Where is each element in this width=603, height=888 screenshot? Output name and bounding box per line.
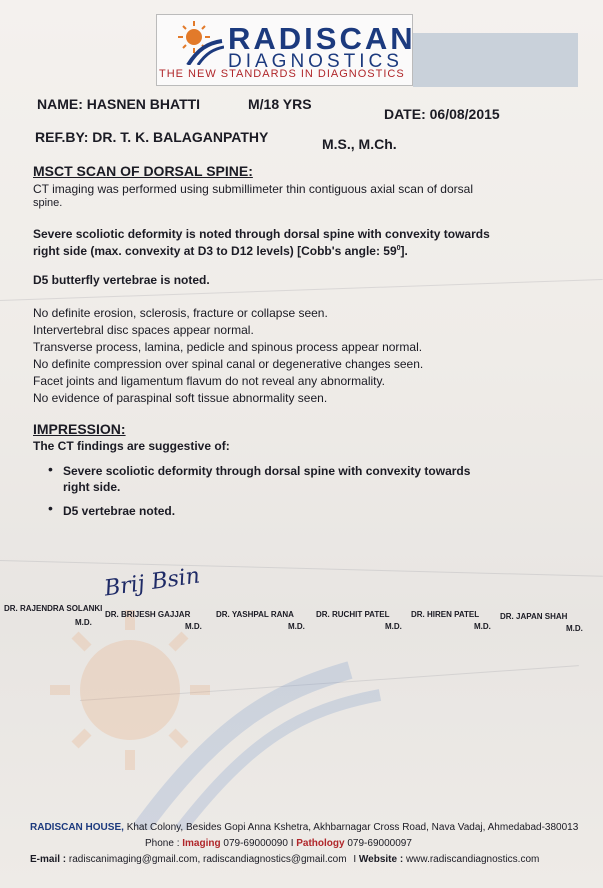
footer-house-label: RADISCAN HOUSE, (30, 822, 124, 833)
paper-crease (0, 560, 603, 577)
footer-email-values[interactable]: radiscanimaging@gmail.com, radiscandiagnostics@gmail.com (68, 854, 347, 865)
footer-email-label: E-mail : (30, 854, 67, 865)
footer-address: Khat Colony, Besides Gopi Anna Kshetra, Akhbarnagar Cross Road, Nava Vadaj, Ahmedabad-380013 (126, 822, 579, 833)
doctor-name: DR. HIREN PATEL (411, 610, 480, 619)
finding-1-line-2 (33, 244, 408, 258)
referrer-degree: M.S., M.Ch. (322, 136, 397, 152)
normal-finding: Transverse process, lamina, pedicle and spinous process appear normal. (33, 340, 423, 354)
doctor-degree: M.D. (474, 622, 491, 631)
footer-separator: I (353, 854, 357, 865)
footer-website-label: Website : (358, 854, 404, 865)
header-shade (413, 33, 578, 87)
watermark-logo-icon (20, 600, 440, 830)
footer-phone-prefix: Phone : (145, 838, 180, 849)
footer-imaging-phone: 079-69000090 (223, 838, 288, 849)
patient-age-sex: M/18 YRS (248, 96, 312, 112)
normal-finding: No definite erosion, sclerosis, fracture or collapse seen. (33, 306, 328, 320)
doctor-name: DR. RAJENDRA SOLANKI (4, 604, 103, 613)
patient-name: NAME: HASNEN BHATTI (37, 96, 201, 112)
brand-name: RADISCAN (228, 21, 416, 56)
brand-tagline: THE NEW STANDARDS IN DIAGNOSTICS (159, 68, 405, 80)
letterhead-logo (156, 14, 416, 86)
brand-subtitle: DIAGNOSTICS (228, 51, 403, 72)
degree-superscript: 0 (396, 245, 401, 252)
doctor-name: DR. JAPAN SHAH (500, 612, 568, 621)
doctor-degree: M.D. (566, 624, 583, 633)
footer-website-link[interactable]: www.radiscandiagnostics.com (405, 854, 540, 865)
intro-line-1: CT imaging was performed using submillimeter thin contiguous axial scan of dorsal (33, 182, 473, 196)
bullet-icon: • (48, 461, 53, 477)
footer-address-line (30, 822, 578, 833)
referred-by: REF.BY: DR. T. K. BALAGANPATHY (35, 129, 269, 145)
report-date: DATE: 06/08/2015 (384, 106, 500, 122)
footer-phone-line (145, 838, 412, 849)
impression-heading: IMPRESSION: (33, 421, 126, 437)
footer-imaging-label: Imaging (182, 838, 221, 849)
doctor-name: DR. BRIJESH GAJJAR (105, 610, 191, 619)
doctor-name: DR. RUCHIT PATEL (316, 610, 390, 619)
doctor-degree: M.D. (385, 622, 402, 631)
doctor-degree: M.D. (75, 618, 92, 627)
finding-1-end: ]. (400, 244, 408, 258)
finding-1-text: right side (max. convexity at D3 to D12 levels) [Cobb's angle: 59 (33, 244, 397, 258)
handwritten-signature: Brij Bsin (102, 563, 202, 602)
doctor-degree: M.D. (185, 622, 202, 631)
impression-lead: The CT findings are suggestive of: (33, 439, 230, 453)
impression-item-1-line-1: Severe scoliotic deformity through dorsal spine with convexity towards (63, 464, 471, 478)
footer-pathology-phone: 079-69000097 (347, 838, 412, 849)
bullet-icon: • (48, 500, 53, 516)
footer-separator: I (290, 838, 294, 849)
normal-finding: Facet joints and ligamentum flavum do not reveal any abnormality. (33, 374, 385, 388)
doctor-name: DR. YASHPAL RANA (216, 610, 294, 619)
finding-2: D5 butterfly vertebrae is noted. (33, 273, 210, 287)
doctor-degree: M.D. (288, 622, 305, 631)
normal-finding: No definite compression over spinal canal or degenerative changes seen. (33, 357, 424, 371)
finding-1-line-1: Severe scoliotic deformity is noted through dorsal spine with convexity towards (33, 227, 490, 241)
normal-finding: No evidence of paraspinal soft tissue abnormality seen. (33, 391, 328, 405)
impression-item-2: D5 vertebrae noted. (63, 504, 176, 518)
sun-road-logo-icon (174, 19, 224, 65)
normal-finding: Intervertebral disc spaces appear normal. (33, 323, 254, 337)
footer-contact-line (30, 854, 539, 865)
impression-item-1-line-2: right side. (63, 480, 121, 494)
footer-pathology-label: Pathology (296, 838, 345, 849)
report-title: MSCT SCAN OF DORSAL SPINE: (33, 163, 253, 179)
intro-line-2: spine. (33, 197, 63, 209)
